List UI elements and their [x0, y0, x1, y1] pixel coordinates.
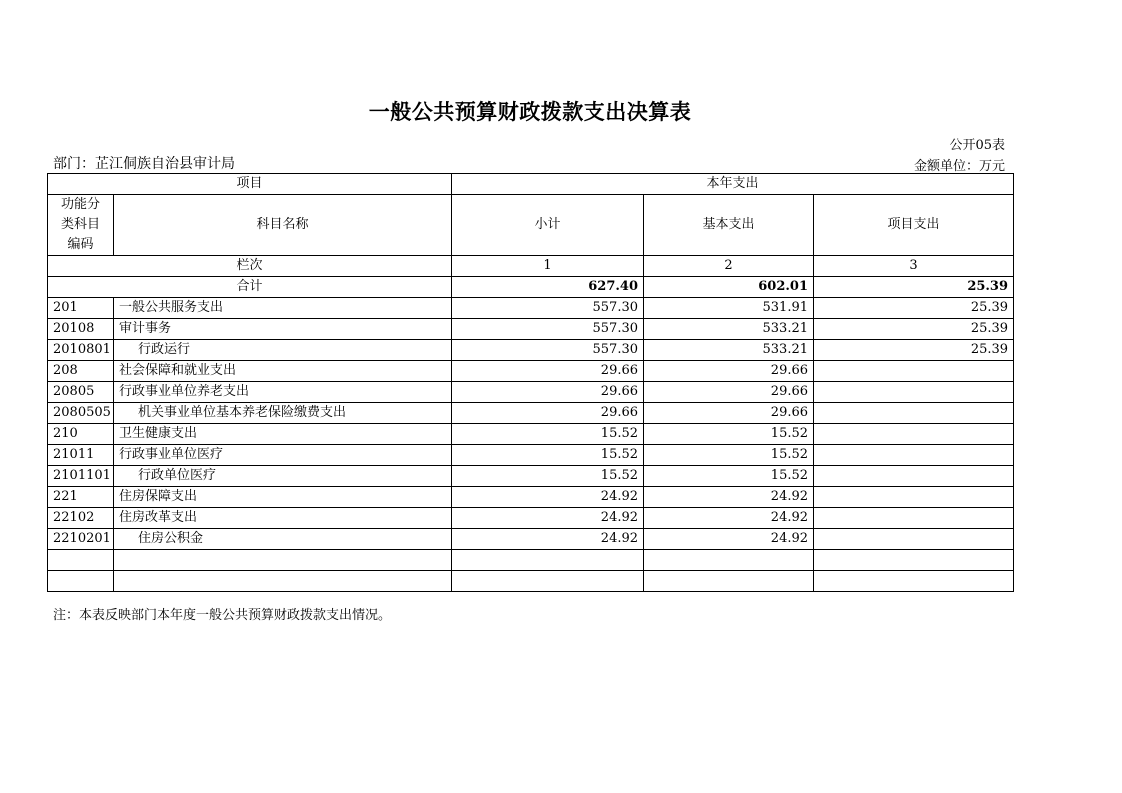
footnote: 注：本表反映部门本年度一般公共预算财政拨款支出情况。 [53, 608, 392, 623]
row-name: 住房公积金 [114, 529, 452, 550]
row-code: 201 [48, 298, 114, 319]
row-subtotal: 15.52 [452, 424, 644, 445]
row-project [814, 403, 1014, 424]
row-basic: 15.52 [644, 424, 814, 445]
row-project [814, 508, 1014, 529]
row-project [814, 424, 1014, 445]
row-code: 22102 [48, 508, 114, 529]
row-basic: 15.52 [644, 466, 814, 487]
row-project [814, 382, 1014, 403]
blank-cell [452, 571, 644, 592]
row-basic: 29.66 [644, 361, 814, 382]
page-title: 一般公共预算财政拨款支出决算表 [368, 99, 692, 124]
row-project: 25.39 [814, 298, 1014, 319]
form-number: 公开05表 [949, 138, 1005, 153]
row-subtotal: 557.30 [452, 340, 644, 361]
row-basic: 29.66 [644, 382, 814, 403]
table-row [48, 403, 1014, 424]
table-row [48, 466, 1014, 487]
total-basic: 602.01 [644, 277, 814, 298]
header-item: 项目 [48, 174, 452, 195]
row-project [814, 487, 1014, 508]
blank-row [48, 550, 1014, 571]
header-subtotal: 小计 [452, 195, 644, 256]
row-name: 行政事业单位养老支出 [114, 382, 452, 403]
row-basic: 24.92 [644, 508, 814, 529]
row-subtotal: 24.92 [452, 508, 644, 529]
row-code: 20805 [48, 382, 114, 403]
row-name: 住房保障支出 [114, 487, 452, 508]
row-subtotal: 24.92 [452, 487, 644, 508]
row-name: 审计事务 [114, 319, 452, 340]
row-subtotal: 29.66 [452, 382, 644, 403]
row-subtotal: 29.66 [452, 403, 644, 424]
row-basic: 533.21 [644, 340, 814, 361]
row-basic: 533.21 [644, 319, 814, 340]
row-project [814, 445, 1014, 466]
blank-cell [452, 550, 644, 571]
blank-cell [644, 550, 814, 571]
blank-row [48, 571, 1014, 592]
row-basic: 531.91 [644, 298, 814, 319]
row-code: 2010801 [48, 340, 114, 361]
index-3: 3 [814, 256, 1014, 277]
row-basic: 24.92 [644, 487, 814, 508]
row-basic: 24.92 [644, 529, 814, 550]
amount-unit-label: 金额单位：万元 [913, 159, 1005, 174]
row-code: 20108 [48, 319, 114, 340]
row-project [814, 529, 1014, 550]
table-row [48, 361, 1014, 382]
blank-cell [814, 550, 1014, 571]
blank-cell [114, 571, 452, 592]
total-subtotal: 627.40 [452, 277, 644, 298]
index-label: 栏次 [48, 256, 452, 277]
row-subtotal: 557.30 [452, 298, 644, 319]
blank-cell [644, 571, 814, 592]
index-1: 1 [452, 256, 644, 277]
row-name: 行政单位医疗 [114, 466, 452, 487]
row-project: 25.39 [814, 319, 1014, 340]
expenditure-table [47, 173, 1014, 592]
row-name: 一般公共服务支出 [114, 298, 452, 319]
row-project: 25.39 [814, 340, 1014, 361]
row-code: 2210201 [48, 529, 114, 550]
table-row [48, 319, 1014, 340]
table-row [48, 340, 1014, 361]
row-subtotal: 15.52 [452, 445, 644, 466]
header-project: 项目支出 [814, 195, 1014, 256]
blank-cell [48, 571, 114, 592]
table-row [48, 445, 1014, 466]
row-name: 社会保障和就业支出 [114, 361, 452, 382]
row-code: 2080505 [48, 403, 114, 424]
row-name: 行政事业单位医疗 [114, 445, 452, 466]
header-current-year: 本年支出 [452, 174, 1014, 195]
row-subtotal: 15.52 [452, 466, 644, 487]
row-subtotal: 29.66 [452, 361, 644, 382]
row-code: 21011 [48, 445, 114, 466]
header-code: 功能分类科目编码 [48, 195, 114, 256]
row-code: 221 [48, 487, 114, 508]
row-name: 住房改革支出 [114, 508, 452, 529]
table-row [48, 529, 1014, 550]
row-name: 行政运行 [114, 340, 452, 361]
row-code: 210 [48, 424, 114, 445]
row-subtotal: 557.30 [452, 319, 644, 340]
blank-cell [48, 550, 114, 571]
total-label: 合计 [48, 277, 452, 298]
row-code: 208 [48, 361, 114, 382]
table-row [48, 424, 1014, 445]
index-row [48, 256, 1014, 277]
table-row [48, 382, 1014, 403]
blank-cell [114, 550, 452, 571]
row-name: 机关事业单位基本养老保险缴费支出 [114, 403, 452, 424]
table-row [48, 508, 1014, 529]
row-project [814, 466, 1014, 487]
header-row-1 [48, 174, 1014, 195]
table-row [48, 487, 1014, 508]
row-name: 卫生健康支出 [114, 424, 452, 445]
row-code: 2101101 [48, 466, 114, 487]
total-project: 25.39 [814, 277, 1014, 298]
row-project [814, 361, 1014, 382]
table-row [48, 298, 1014, 319]
header-name: 科目名称 [114, 195, 452, 256]
total-row [48, 277, 1014, 298]
blank-cell [814, 571, 1014, 592]
index-2: 2 [644, 256, 814, 277]
header-basic: 基本支出 [644, 195, 814, 256]
row-basic: 15.52 [644, 445, 814, 466]
row-subtotal: 24.92 [452, 529, 644, 550]
department-label: 部门：芷江侗族自治县审计局 [53, 156, 235, 172]
row-basic: 29.66 [644, 403, 814, 424]
header-row-2 [48, 195, 1014, 256]
